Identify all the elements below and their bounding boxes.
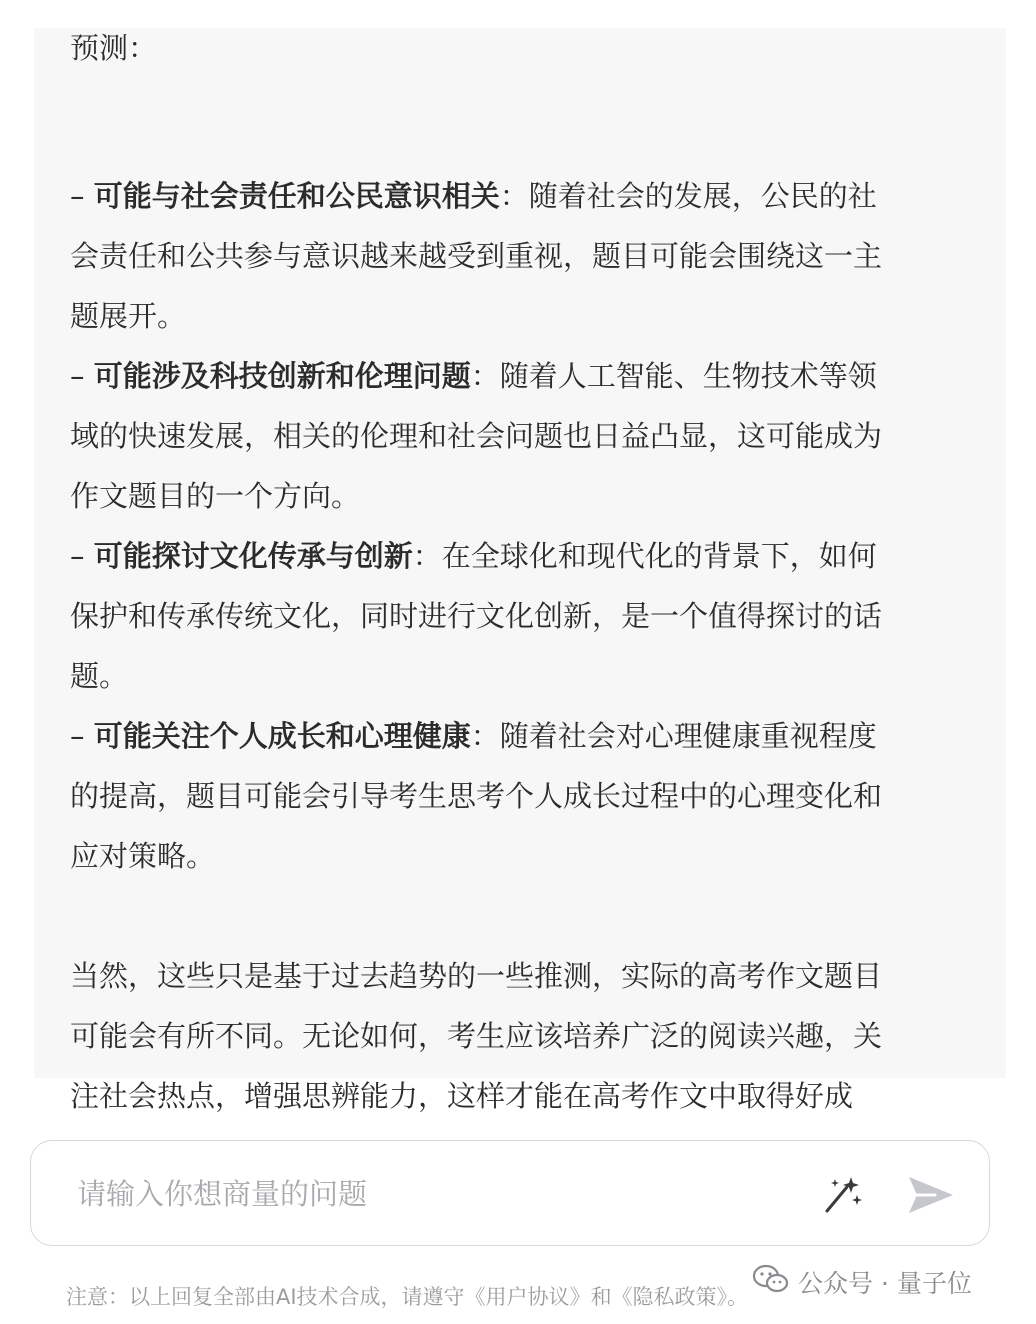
bullet-dash: – — [70, 359, 85, 393]
bullet-text: 应对策略。 — [70, 839, 216, 873]
bullet-text: 题。 — [70, 659, 129, 693]
privacy-policy-link[interactable]: 《隐私政策》 — [611, 1285, 728, 1309]
disclaimer-suffix: 。 — [727, 1285, 749, 1309]
bullet-title: 可能关注个人成长和心理健康 — [93, 719, 471, 753]
bullet-text: 的提高，题目可能会引导考生思考个人成长过程中的心理变化和 — [70, 779, 883, 813]
send-arrow-icon[interactable] — [905, 1171, 957, 1219]
bullet-text: 题展开。 — [70, 299, 187, 333]
bullet-title: 可能涉及科技创新和伦理问题 — [93, 359, 471, 393]
bullet-text: 在全球化和现代化的背景下，如何 — [441, 539, 877, 573]
bullet-title: 可能探讨文化传承与创新 — [93, 539, 413, 573]
user-agreement-link[interactable]: 《用户协议》 — [464, 1285, 591, 1309]
bullet-separator: ： — [499, 179, 529, 213]
watermark — [752, 1262, 972, 1302]
answer-text — [70, 18, 970, 1126]
bullet-text: 随着社会对心理健康重视程度 — [499, 719, 877, 753]
answer-bullet — [70, 706, 970, 886]
bullet-dash: – — [70, 719, 85, 753]
conclusion-line: 可能会有所不同。无论如何，考生应该培养广泛的阅读兴趣，关 — [70, 1019, 883, 1053]
question-input[interactable] — [75, 1165, 779, 1223]
answer-conclusion — [70, 946, 970, 1126]
chat-input-box[interactable] — [30, 1140, 990, 1246]
magic-wand-sparkle-icon[interactable] — [821, 1173, 865, 1217]
bullet-separator: ： — [412, 539, 442, 573]
bullet-title: 可能与社会责任和公民意识相关 — [93, 179, 500, 213]
bullet-text: 随着社会的发展，公民的社 — [528, 179, 877, 213]
disclaimer-text: 注意：以上回复全部由AI技术合成，请遵守 — [66, 1285, 465, 1309]
bullet-separator: ： — [470, 359, 500, 393]
answer-bullet — [70, 346, 970, 526]
bullet-text: 域的快速发展，相关的伦理和社会问题也日益凸显，这可能成为 — [70, 419, 883, 453]
bullet-text: 随着人工智能、生物技术等领 — [499, 359, 877, 393]
ai-answer-card — [34, 28, 1006, 1113]
bullet-dash: – — [70, 179, 85, 213]
bullet-separator: ： — [470, 719, 500, 753]
bullet-text: 作文题目的一个方向。 — [70, 479, 361, 513]
disclaimer-and: 和 — [590, 1285, 612, 1309]
wechat-icon — [752, 1263, 790, 1301]
bullet-dash: – — [70, 539, 85, 573]
answer-bullet — [70, 526, 970, 706]
answer-bullet — [70, 166, 970, 346]
watermark-text: 公众号 · 量子位 — [798, 1269, 972, 1298]
answer-top-fragment: 预测： — [70, 31, 158, 65]
disclaimer-footer — [66, 1281, 748, 1311]
bullet-text: 会责任和公共参与意识越来越受到重视，题目可能会围绕这一主 — [70, 239, 883, 273]
conclusion-line: 当然，这些只是基于过去趋势的一些推测，实际的高考作文题目 — [70, 959, 883, 993]
bullet-text: 保护和传承传统文化，同时进行文化创新，是一个值得探讨的话 — [70, 599, 883, 633]
conclusion-line: 注社会热点，增强思辨能力，这样才能在高考作文中取得好成 — [70, 1079, 854, 1113]
